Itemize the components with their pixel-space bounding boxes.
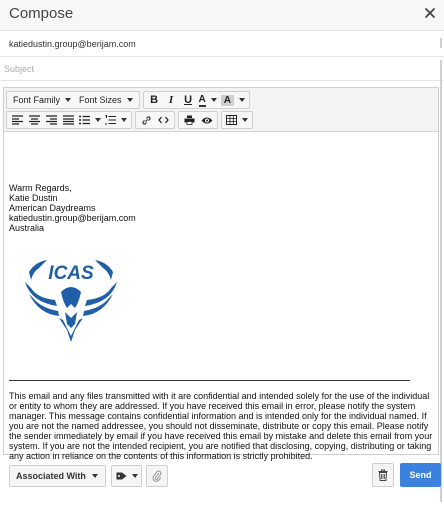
chevron-down-icon [211,98,217,102]
signature-line: Katie Dustin [9,193,58,203]
table-group [221,111,253,129]
chevron-down-icon [132,474,138,478]
toolbar-row-2 [6,111,256,129]
align-right-icon [46,115,57,125]
font-size-label: Font Sizes [79,95,122,105]
align-center-button[interactable] [26,112,43,128]
chevron-down-icon [92,474,98,478]
align-list-group [6,111,132,129]
paperclip-icon [152,470,162,482]
font-size-select[interactable] [75,92,137,108]
associated-with-button[interactable] [9,465,106,487]
signature-line: Australia [9,223,45,233]
preview-button[interactable] [198,112,215,128]
logo-text: ICAS [48,263,94,284]
icas-logo [21,258,121,343]
attach-button[interactable] [146,465,168,487]
chevron-down-icon [95,118,101,122]
background-color-icon: A [221,95,234,106]
justify-button[interactable] [60,112,77,128]
signature-line: American Daydreams [9,203,96,213]
tag-icon [116,471,128,481]
tag-button[interactable] [111,465,142,487]
chevron-down-icon [127,98,133,102]
background-color-button[interactable] [219,92,247,108]
toolbar-row-1 [6,91,253,109]
to-field[interactable] [0,31,444,57]
numbered-list-button[interactable] [103,112,129,128]
link-icon [141,115,152,126]
align-left-icon [12,115,23,125]
italic-button[interactable]: I [168,94,174,106]
insert-group [135,111,175,129]
font-select-group [6,91,140,109]
editor-toolbar [4,88,438,132]
insert-table-button[interactable] [224,112,250,128]
to-recipient[interactable]: katiedustin.group@berijam.com [9,39,136,49]
numbered-list-icon [105,115,116,125]
print-button[interactable] [181,112,198,128]
print-icon [184,115,195,125]
format-group [143,91,250,109]
justify-icon [63,115,74,125]
signature-block[interactable] [9,183,433,233]
compose-header [0,0,444,31]
associated-with-label: Associated With [16,471,86,481]
source-code-button[interactable] [155,112,172,128]
scrollbar[interactable] [440,60,442,502]
chevron-down-icon [65,98,71,102]
signature-divider [9,380,410,381]
subject-field[interactable] [0,57,444,81]
compose-footer [0,460,444,522]
window-title: Compose [9,5,74,22]
disclaimer-text: This email and any files transmitted with it are confidential and intended solely for the use of the individual or entity to whom they are addressed. If you have received this email in error, please notify the system manager. This message contains confidential information and is intended only for the individual named. If you are not the named addressee, you should not disseminate, distribute or copy this email. Please notify the sender immediately by email if you have received this email by mistake and delete this email from your system. If you are not the intended recipient, you are notified that disclosing, copying, distributing or taking any action in reliance on the contents of this information is strictly prohibited. [9,391,433,461]
table-icon [226,115,237,125]
font-family-select[interactable] [9,92,75,108]
subject-input[interactable] [4,61,434,77]
print-preview-group [178,111,218,129]
chevron-down-icon [242,118,248,122]
bold-button[interactable]: B [150,94,159,106]
chevron-down-icon [239,98,245,102]
trash-icon [378,469,388,481]
scrollbar-upper[interactable] [440,38,442,48]
font-family-label: Font Family [13,95,61,105]
eye-icon [201,116,213,125]
align-left-button[interactable] [9,112,26,128]
send-button[interactable]: Send [400,463,441,487]
signature-line: katiedustin.group@berijam.com [9,213,136,223]
discard-button[interactable] [372,463,394,487]
align-right-button[interactable] [43,112,60,128]
chevron-down-icon [121,118,127,122]
code-icon [158,115,169,125]
close-icon[interactable] [422,5,438,21]
underline-button[interactable]: U [184,94,193,106]
bullet-list-icon [79,115,90,125]
message-editor[interactable] [3,87,439,461]
align-center-icon [29,115,40,125]
text-color-icon: A [198,93,206,105]
text-color-button[interactable] [197,92,219,108]
bullet-list-button[interactable] [77,112,103,128]
insert-link-button[interactable] [138,112,155,128]
signature-line: Warm Regards, [9,183,72,193]
